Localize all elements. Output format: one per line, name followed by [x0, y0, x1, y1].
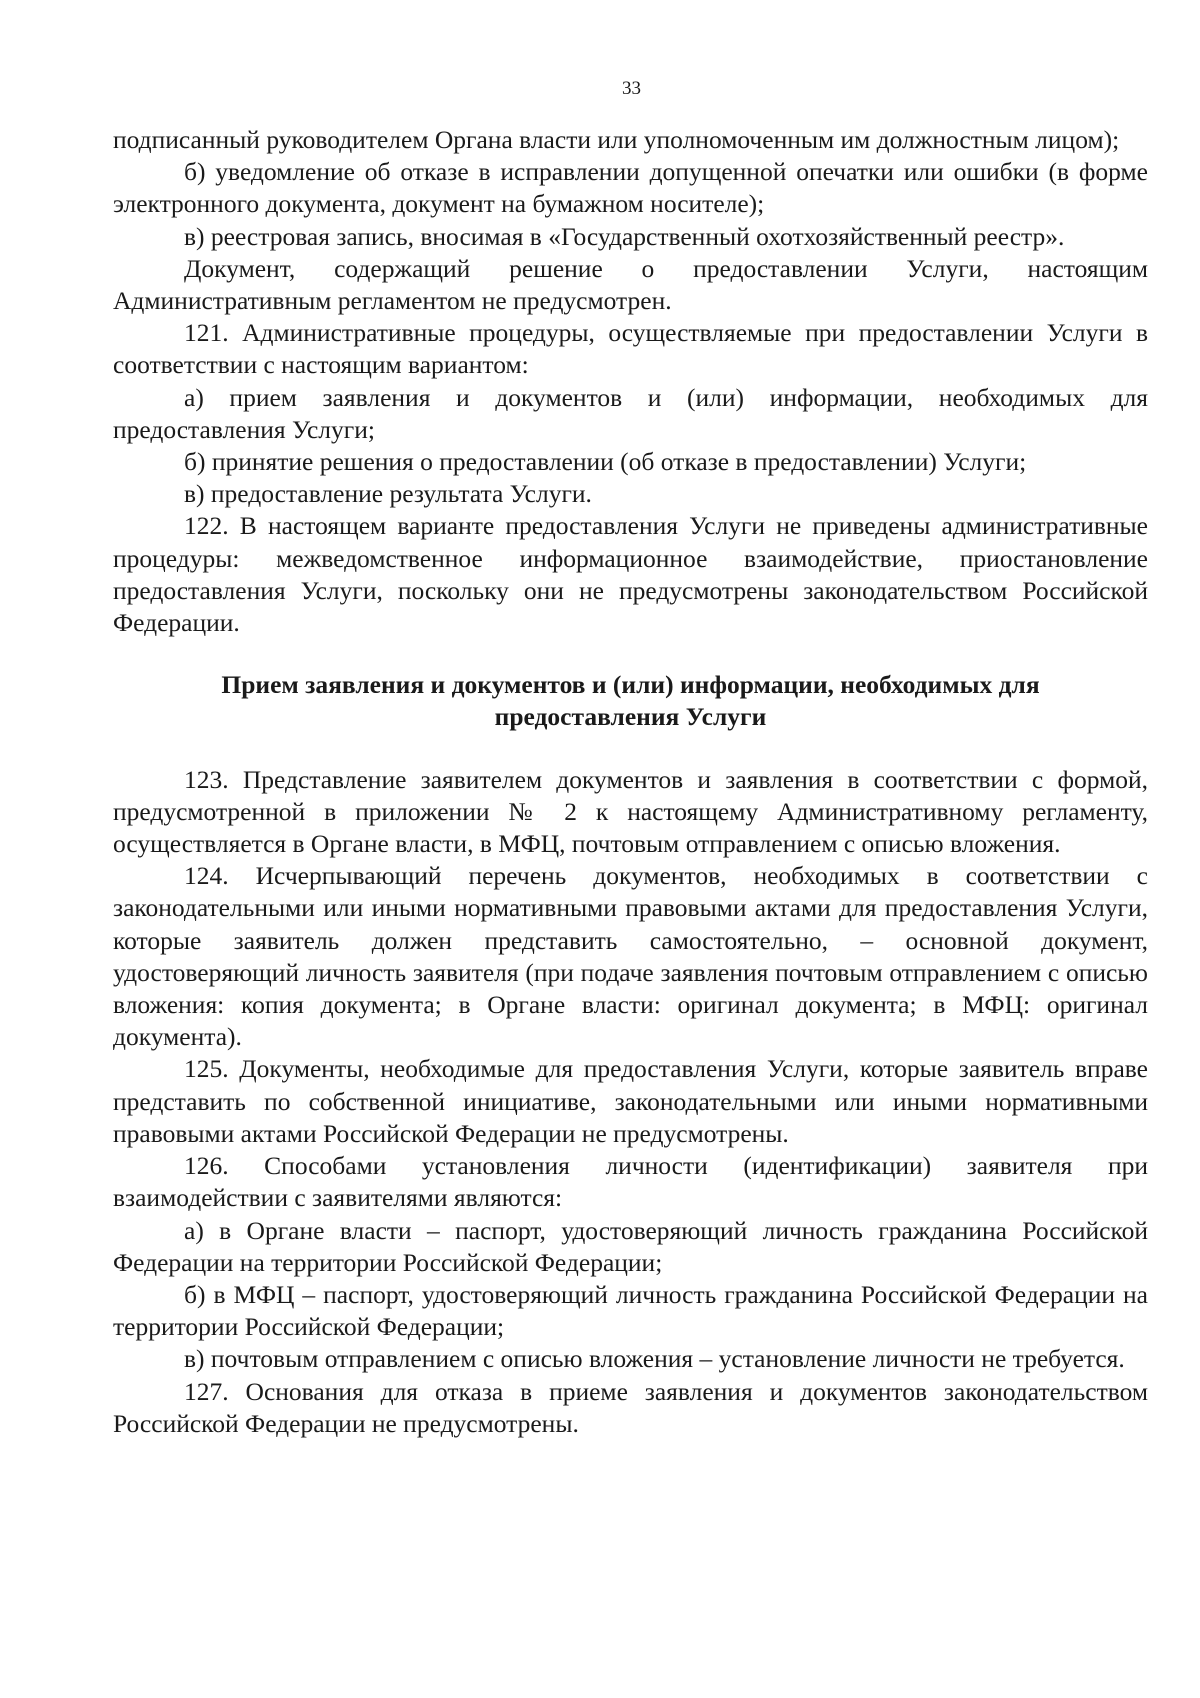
paragraph-continuation: подписанный руководителем Органа власти или уполномоченным им должностным лицом); — [113, 125, 1120, 154]
paragraph-126: 126. Способами установления личности (идентификации) заявителя при взаимодействии с заявителями являются: — [113, 1151, 1148, 1213]
section-heading: Прием заявления и документов и (или) информации, необходимых для предоставления Услуги — [221, 670, 1040, 732]
paragraph-124: 124. Исчерпывающий перечень документов, необходимых в соответствии с законодательными или иными нормативными правовыми актами для предоставления Услуги, которые заявитель должен представить самостоятельно, – основной документ, удостоверяющий личность заявителя (при подаче заявления почтовым отправлением с описью вложения: копия документа; в Органе власти: оригинал документа; в МФЦ: оригинал документа). — [113, 861, 1148, 1052]
paragraph-126-v: в) почтовым отправлением с описью вложения – установление личности не требуется. — [184, 1344, 1125, 1374]
paragraph-122: 122. В настоящем варианте предоставления Услуги не приведены административные процедуры: межведомственное информационное взаимодействие, приостановление предоставления Услуги, поскольку они не предусмотрены законодательством Российской Федерации. — [113, 511, 1148, 638]
paragraph-121-a: а) прием заявления и документов и (или) информации, необходимых для предоставления Услуги; — [113, 382, 1148, 444]
paragraph-item-v-registry: в) реестровая запись, вносимая в «Государственный охотхозяйственный реестр». — [184, 221, 1065, 251]
paragraph-121: 121. Административные процедуры, осуществляемые при предоставлении Услуги в соответствии с настоящим вариантом: — [113, 318, 1148, 380]
paragraph-126-b: б) в МФЦ – паспорт, удостоверяющий личность гражданина Российской Федерации на территории Российской Федерации; — [113, 1279, 1148, 1342]
paragraph-item-b-notice: б) уведомление об отказе в исправлении допущенной опечатки или ошибки (в форме электронного документа, документ на бумажном носителе); — [113, 157, 1148, 219]
paragraph-127: 127. Основания для отказа в приеме заявления и документов законодательством Российской Федерации не предусмотрены. — [113, 1376, 1148, 1438]
page-number: 33 — [622, 78, 641, 99]
paragraph-121-v: в) предоставление результата Услуги. — [184, 479, 592, 509]
document-body — [113, 124, 1148, 1440]
paragraph-decision-document: Документ, содержащий решение о предоставлении Услуги, настоящим Административным регламентом не предусмотрен. — [113, 253, 1148, 316]
paragraph-123: 123. Представление заявителем документов и заявления в соответствии с формой, предусмотренной в приложении № 2 к настоящему Административному регламенту, осуществляется в Органе власти, в МФЦ, почтовым отправлением с описью вложения. — [113, 764, 1148, 859]
paragraph-121-b: б) принятие решения о предоставлении (об отказе в предоставлении) Услуги; — [184, 447, 1027, 477]
paragraph-126-a: а) в Органе власти – паспорт, удостоверяющий личность гражданина Российской Федерации на территории Российской Федерации; — [113, 1215, 1148, 1277]
paragraph-125: 125. Документы, необходимые для предоставления Услуги, которые заявитель вправе представить по собственной инициативе, законодательными или иными нормативными правовыми актами Российской Федерации не предусмотрены. — [113, 1054, 1148, 1148]
